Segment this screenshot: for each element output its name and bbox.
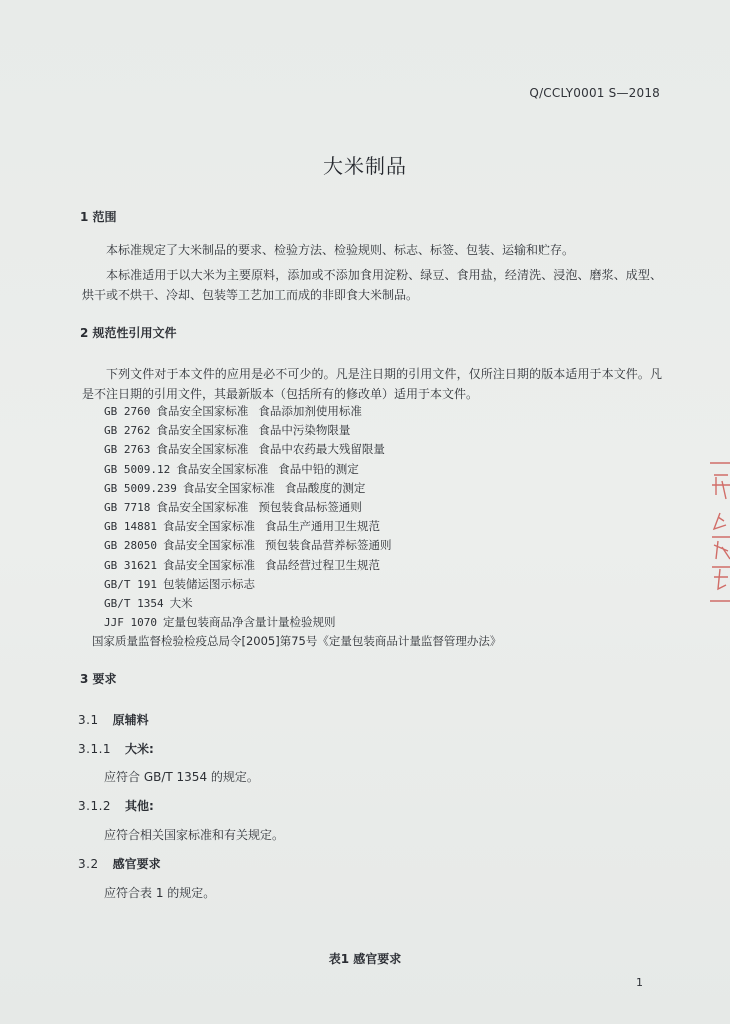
- subsection-3-1-1-body: 应符合 GB/T 1354 的规定。: [104, 770, 259, 784]
- section-3-heading: 3 要求: [80, 672, 117, 686]
- document-code: Q/CCLY0001 S—2018: [529, 86, 660, 100]
- reference-item: GB 2763 食品安全国家标准 食品中农药最大残留限量: [104, 442, 385, 457]
- reference-item: GB 7718 食品安全国家标准 预包装食品标签通则: [104, 500, 362, 515]
- section-1-heading: 1 范围: [80, 210, 117, 224]
- reference-decree: 国家质量监督检验检疫总局令[2005]第75号《定量包装商品计量监督管理办法》: [92, 634, 502, 649]
- subsection-3-2-body: 应符合表 1 的规定。: [104, 886, 216, 900]
- section-2-heading: 2 规范性引用文件: [80, 326, 177, 340]
- subsection-3-1: 3.1 原辅料: [78, 713, 149, 727]
- reference-item: GB 31621 食品安全国家标准 食品经营过程卫生规范: [104, 557, 380, 572]
- section-1-paragraph-2: 本标准适用于以大米为主要原料，添加或不添加食用淀粉、绿豆、食用盐，经清洗、浸泡、磨浆、成型、烘干或不烘干、冷却、包装等工艺加工而成的非即食大米制品。: [82, 268, 662, 302]
- subsection-3-2: 3.2 感官要求: [78, 857, 161, 871]
- reference-list: [92, 402, 624, 652]
- subsection-3-1-2: 3.1.2 其他:: [78, 799, 154, 813]
- reference-item: GB/T 1354 大米: [104, 596, 193, 611]
- subsection-3-1-2-body: 应符合相关国家标准和有关规定。: [104, 828, 285, 842]
- reference-item: GB 14881 食品安全国家标准 食品生产通用卫生规范: [104, 519, 380, 534]
- document-title: 大米制品: [323, 154, 407, 178]
- reference-item: GB 2762 食品安全国家标准 食品中污染物限量: [104, 423, 351, 438]
- subsection-3-1-1: 3.1.1 大米:: [78, 742, 154, 756]
- section-2-intro: 下列文件对于本文件的应用是必不可少的。凡是注日期的引用文件，仅所注日期的版本适用于本文件。凡是不注日期的引用文件，其最新版本（包括所有的修改单）适用于本文件。: [82, 367, 662, 401]
- reference-item: GB/T 191 包装储运图示标志: [104, 576, 255, 591]
- reference-item: GB 5009.239 食品安全国家标准 食品酸度的测定: [104, 480, 366, 495]
- reference-item: JJF 1070 定量包装商品净含量计量检验规则: [104, 615, 336, 630]
- reference-item: GB 28050 食品安全国家标准 预包装食品营养标签通则: [104, 538, 392, 553]
- page-number: 1: [636, 976, 643, 989]
- section-1-paragraph-1: 本标准规定了大米制品的要求、检验方法、检验规则、标志、标签、包装、运输和贮存。: [106, 243, 575, 257]
- table-caption: 表1 感官要求: [328, 952, 402, 966]
- reference-item: GB 2760 食品安全国家标准 食品添加剂使用标准: [104, 404, 362, 418]
- seal-stamp: [700, 455, 730, 605]
- reference-item: GB 5009.12 食品安全国家标准 食品中铅的测定: [104, 461, 359, 476]
